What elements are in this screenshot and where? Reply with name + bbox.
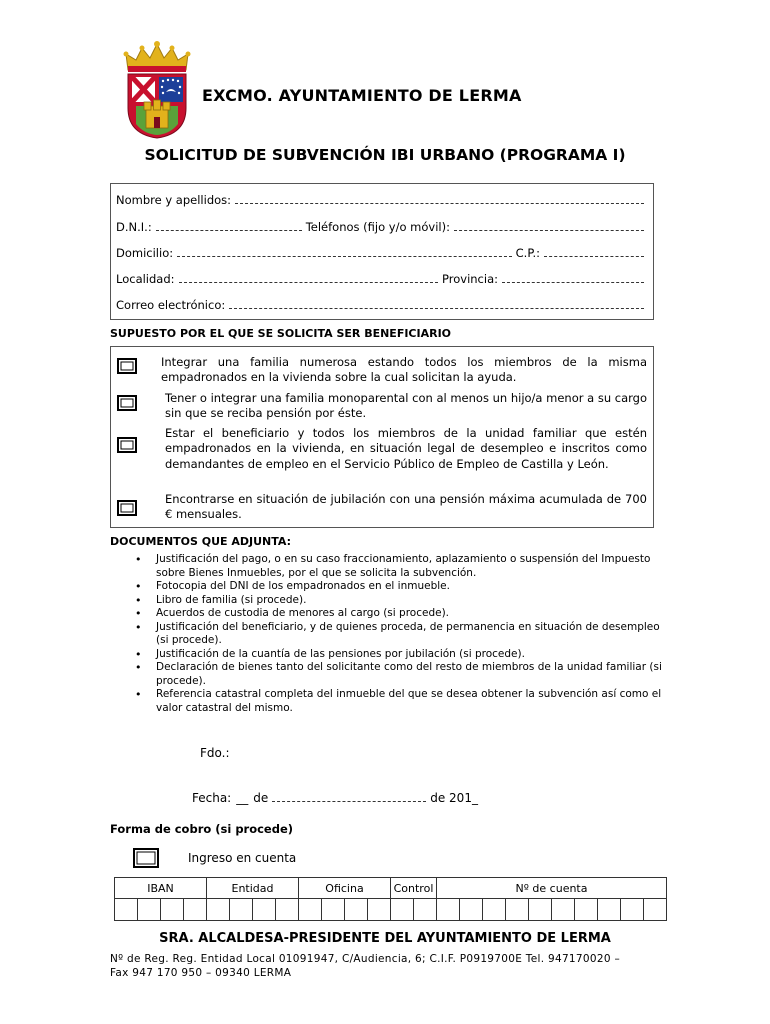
bank-digit-cell[interactable] (575, 899, 598, 921)
bank-digit-cell[interactable] (230, 899, 253, 921)
bank-digit-cell[interactable] (414, 899, 437, 921)
date-label: Fecha: (192, 791, 232, 805)
list-item: • Justificación del beneficiario, y de quienes proceda, de permanencia en situación de desempleo (si procede). (135, 621, 665, 648)
city-label: Localidad: (116, 272, 175, 286)
list-item: • Declaración de bienes tanto del solicitante como del resto de miembros de la unidad familiar (si procede). (135, 661, 665, 688)
coat-of-arms-icon (122, 40, 192, 140)
bank-digit-cell[interactable] (345, 899, 368, 921)
footer-contact-line-2: Fax 947 170 950 – 09340 LERMA (110, 967, 292, 979)
beneficiary-option-1: Integrar una familia numerosa estando todos los miembros de la misma empadronados en la vivienda sobre la cual solicitan la ayuda. (161, 355, 647, 385)
bank-digit-cell[interactable] (161, 899, 184, 921)
bank-digit-cell[interactable] (529, 899, 552, 921)
beneficiary-option-3: Estar el beneficiario y todos los miembros de la unidad familiar que estén empadronados en la vivienda, en situación legal de desempleo e inscritos como demandantes de empleo en el Servicio Público de Empleo de Castilla y León. (165, 426, 647, 471)
beneficiary-option-4: Encontrarse en situación de jubilación con una pensión máxima acumulada de 700 € mensuales. (165, 492, 647, 522)
documents-list (135, 553, 665, 715)
address-row (116, 246, 648, 260)
bank-column-0: IBAN (115, 878, 207, 899)
beneficiary-checkbox-3[interactable] (117, 437, 137, 453)
dni-label: D.N.I.: (116, 220, 152, 234)
organization-name: EXCMO. AYUNTAMIENTO DE LERMA (202, 86, 522, 105)
bank-digit-cell[interactable] (483, 899, 506, 921)
date-row (192, 791, 478, 805)
bank-digit-cell[interactable] (184, 899, 207, 921)
bank-digit-cell[interactable] (437, 899, 460, 921)
bank-account-table (114, 877, 667, 921)
beneficiary-option-2: Tener o integrar una familia monoparental con al menos un hijo/a menor a su cargo sin que se reciba pensión por éste. (165, 391, 647, 421)
bank-digit-cell[interactable] (207, 899, 230, 921)
province-label: Provincia: (442, 272, 498, 286)
bank-transfer-checkbox[interactable] (133, 848, 159, 868)
bank-transfer-label: Ingreso en cuenta (188, 851, 297, 865)
bank-digit-cell[interactable] (322, 899, 345, 921)
city-field[interactable] (179, 282, 438, 283)
list-item: • Justificación de la cuantía de las pensiones por jubilación (si procede). (135, 648, 665, 662)
bank-digit-cell[interactable] (368, 899, 391, 921)
address-field[interactable] (177, 256, 512, 257)
postal-code-field[interactable] (544, 256, 644, 257)
beneficiary-checkbox-4[interactable] (117, 500, 137, 516)
footer-contact-line-1: Nº de Reg. Reg. Entidad Local 01091947, C/Audiencia, 6; C.I.F. P0919700E Tel. 947170020 – (110, 953, 620, 965)
phone-label: Teléfonos (fijo y/o móvil): (305, 220, 450, 234)
name-field[interactable] (235, 203, 644, 204)
bank-digit-cell[interactable] (621, 899, 644, 921)
list-item: • Justificación del pago, o en su caso fraccionamiento, aplazamiento o suspensión del Impuesto sobre Bienes Inmuebles, por el que se solicita la subvención. (135, 553, 665, 580)
document-title: SOLICITUD DE SUBVENCIÓN IBI URBANO (PROGRAMA I) (144, 146, 626, 164)
list-item: • Libro de familia (si procede). (135, 594, 665, 608)
name-label: Nombre y apellidos: (116, 193, 232, 207)
bank-table-header (115, 878, 667, 899)
bank-digit-cell[interactable] (644, 899, 667, 921)
province-field[interactable] (502, 282, 644, 283)
email-row (116, 298, 648, 312)
beneficiary-checkbox-1[interactable] (117, 358, 137, 374)
beneficiary-box (110, 346, 654, 528)
bank-digit-cell[interactable] (276, 899, 299, 921)
list-item: • Referencia catastral completa del inmueble del que se desea obtener la subvención así como el valor catastral del mismo. (135, 688, 665, 715)
date-day-blank[interactable]: __ (236, 791, 249, 805)
bank-column-4: Nº de cuenta (437, 878, 667, 899)
dni-phone-row (116, 220, 648, 234)
beneficiary-checkbox-2[interactable] (117, 395, 137, 411)
city-row (116, 272, 648, 286)
bank-digit-cell[interactable] (598, 899, 621, 921)
signature-label: Fdo.: (200, 746, 230, 760)
payment-heading: Forma de cobro (si procede) (110, 822, 294, 836)
bank-column-2: Oficina (299, 878, 391, 899)
bank-digit-cell[interactable] (460, 899, 483, 921)
bank-digit-cell[interactable] (115, 899, 138, 921)
email-field[interactable] (229, 308, 644, 309)
phone-field[interactable] (454, 230, 644, 231)
email-label: Correo electrónico: (116, 298, 226, 312)
date-year-label: de 201_ (430, 791, 478, 805)
bank-digit-cell[interactable] (552, 899, 575, 921)
dni-field[interactable] (156, 230, 302, 231)
applicant-data-box (110, 183, 654, 320)
bank-digit-cell[interactable] (506, 899, 529, 921)
address-label: Domicilio: (116, 246, 174, 260)
documents-heading: DOCUMENTOS QUE ADJUNTA: (110, 535, 292, 548)
bank-column-1: Entidad (207, 878, 299, 899)
list-item: • Acuerdos de custodia de menores al cargo (si procede). (135, 607, 665, 621)
list-item: • Fotocopia del DNI de los empadronados en el inmueble. (135, 580, 665, 594)
postal-code-label: C.P.: (515, 246, 540, 260)
beneficiary-heading: SUPUESTO POR EL QUE SE SOLICITA SER BENEFICIARIO (110, 327, 452, 340)
bank-digit-cell[interactable] (391, 899, 414, 921)
date-month-field[interactable] (272, 801, 426, 802)
bank-digit-cell[interactable] (253, 899, 276, 921)
bank-table-cells (115, 899, 667, 921)
bank-digit-cell[interactable] (138, 899, 161, 921)
bank-column-3: Control (391, 878, 437, 899)
date-of-label: de (253, 791, 269, 805)
name-row (116, 193, 648, 207)
bank-digit-cell[interactable] (299, 899, 322, 921)
recipient-line: SRA. ALCALDESA-PRESIDENTE DEL AYUNTAMIENTO DE LERMA (159, 931, 611, 946)
